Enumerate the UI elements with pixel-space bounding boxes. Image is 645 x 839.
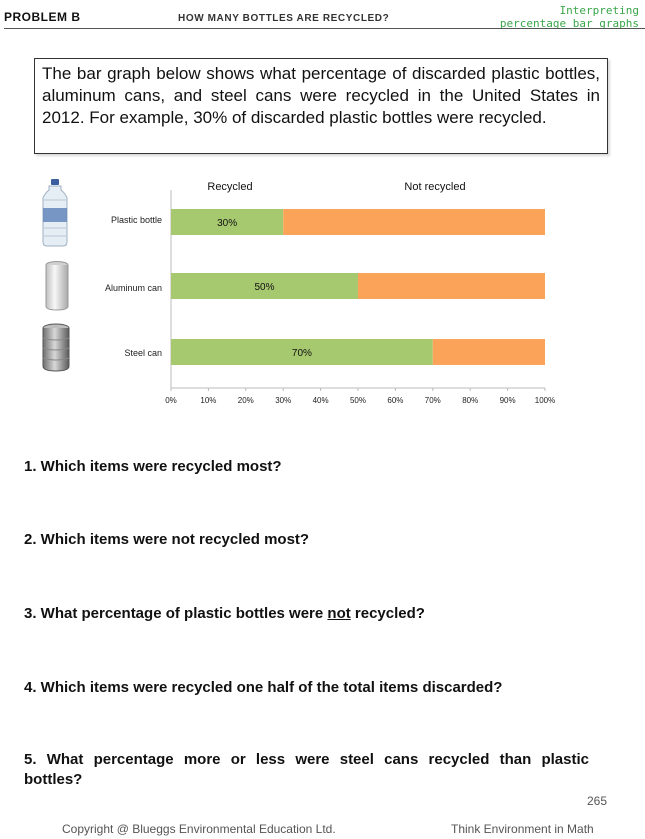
book-title: Think Environment in Math <box>451 822 594 836</box>
question-5-line-2: bottles? <box>24 771 83 788</box>
x-tick-label: 90% <box>499 396 516 405</box>
question-3-text: 3. What percentage of plastic bottles were <box>24 605 328 622</box>
x-tick-label: 40% <box>312 396 329 405</box>
x-tick-label: 70% <box>424 396 441 405</box>
question-1: 1. Which items were recycled most? <box>24 458 282 475</box>
x-tick-label: 60% <box>387 396 404 405</box>
x-tick-label: 80% <box>462 396 479 405</box>
topic-label <box>479 4 639 30</box>
copyright-text: Copyright @ Blueggs Environmental Education Ltd. <box>62 822 336 836</box>
topic-line-1: Interpreting <box>559 4 639 17</box>
question-3 <box>24 604 624 624</box>
category-label-2: Steel can <box>124 348 162 358</box>
x-tick-label: 0% <box>165 396 177 405</box>
question-5-line-1: 5. What percentage more or less were steel cans recycled than plastic <box>24 751 589 768</box>
bar-not-recycled-2 <box>433 339 545 365</box>
data-label-1: 50% <box>254 282 275 293</box>
category-label-1: Aluminum can <box>104 283 162 293</box>
problem-label: PROBLEM B <box>4 10 81 24</box>
question-2: 2. Which items were not recycled most? <box>24 531 310 548</box>
data-label-0: 30% <box>217 218 238 229</box>
x-tick-label: 30% <box>275 396 292 405</box>
x-tick-label: 100% <box>534 396 556 405</box>
question-3-end: recycled? <box>350 605 425 622</box>
question-4: 4. Which items were recycled one half of the total items discarded? <box>24 679 503 696</box>
page-number: 265 <box>586 794 607 808</box>
bar-not-recycled-0 <box>283 209 545 235</box>
legend-recycled: Recycled <box>207 181 253 193</box>
x-tick-label: 50% <box>349 396 367 405</box>
legend-not-recycled: Not recycled <box>404 181 466 193</box>
recycling-bar-chart <box>160 170 570 415</box>
category-label-0: Plastic bottle <box>110 215 162 225</box>
data-label-2: 70% <box>291 348 312 359</box>
page-title: HOW MANY BOTTLES ARE RECYCLED? <box>178 13 390 24</box>
x-tick-label: 10% <box>200 396 217 405</box>
bar-not-recycled-1 <box>358 273 545 299</box>
intro-text-box: The bar graph below shows what percentage of discarded plastic bottles, aluminum cans, and steel cans were recycled in the United States in 2012. For example, 30% of discarded plastic bottles were recycled. <box>34 58 608 154</box>
header-divider <box>4 28 645 29</box>
question-3-underlined: not <box>327 605 351 622</box>
plastic-bottle-icon <box>38 178 72 248</box>
x-tick-label: 20% <box>237 396 254 405</box>
topic-line-2: percentage bar graphs <box>499 17 639 30</box>
